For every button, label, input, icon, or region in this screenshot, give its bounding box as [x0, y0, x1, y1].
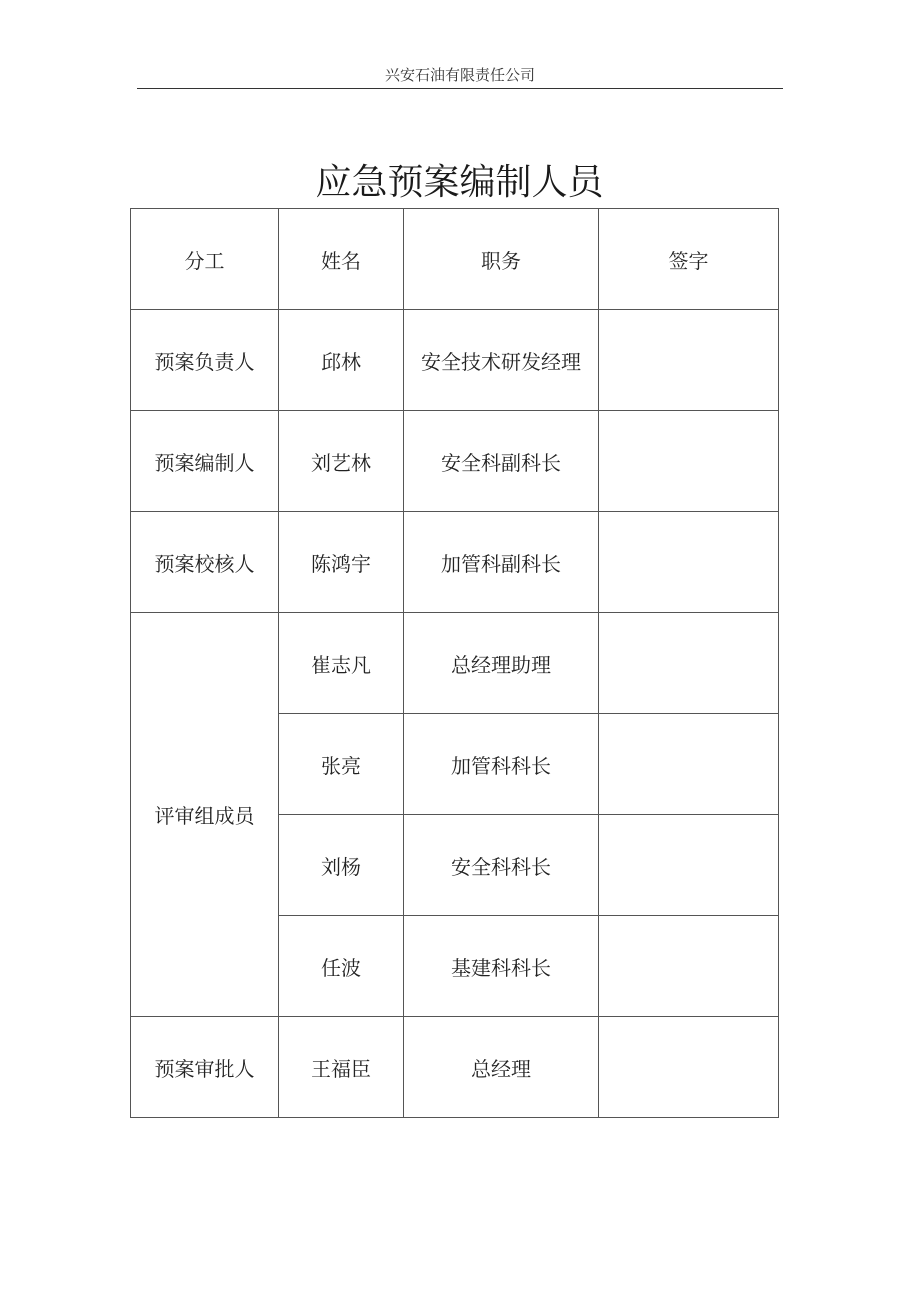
name-cell: 邱林 — [279, 310, 404, 411]
column-header-name: 姓名 — [279, 209, 404, 310]
page-title: 应急预案编制人员 — [315, 162, 604, 203]
name-cell: 崔志凡 — [279, 613, 404, 714]
name-cell: 王福臣 — [279, 1017, 404, 1118]
signature-cell — [599, 1017, 779, 1118]
table-header-row — [131, 209, 779, 310]
position-cell: 安全科科长 — [404, 815, 599, 916]
table-row — [131, 411, 779, 512]
role-cell-review-group: 评审组成员 — [131, 613, 279, 1017]
table-row — [131, 512, 779, 613]
column-header-signature: 签字 — [599, 209, 779, 310]
table-row — [131, 1017, 779, 1118]
position-cell: 加管科科长 — [404, 714, 599, 815]
signature-cell — [599, 714, 779, 815]
signature-cell — [599, 613, 779, 714]
name-cell: 任波 — [279, 916, 404, 1017]
name-cell: 陈鸿宇 — [279, 512, 404, 613]
page-header-company: 兴安石油有限责任公司 — [384, 66, 535, 84]
position-cell: 总经理 — [404, 1017, 599, 1118]
role-cell: 预案编制人 — [131, 411, 279, 512]
table-row — [131, 613, 779, 714]
header-divider — [137, 88, 783, 89]
signature-cell — [599, 815, 779, 916]
name-cell: 刘艺林 — [279, 411, 404, 512]
position-cell: 安全科副科长 — [404, 411, 599, 512]
signature-cell — [599, 411, 779, 512]
column-header-position: 职务 — [404, 209, 599, 310]
name-cell: 张亮 — [279, 714, 404, 815]
position-cell: 基建科科长 — [404, 916, 599, 1017]
role-cell: 预案审批人 — [131, 1017, 279, 1118]
name-cell: 刘杨 — [279, 815, 404, 916]
position-cell: 安全技术研发经理 — [404, 310, 599, 411]
signature-cell — [599, 310, 779, 411]
signature-cell — [599, 916, 779, 1017]
staff-table — [130, 208, 779, 1118]
position-cell: 总经理助理 — [404, 613, 599, 714]
role-cell: 预案校核人 — [131, 512, 279, 613]
column-header-role: 分工 — [131, 209, 279, 310]
signature-cell — [599, 512, 779, 613]
position-cell: 加管科副科长 — [404, 512, 599, 613]
role-cell: 预案负责人 — [131, 310, 279, 411]
table-row — [131, 310, 779, 411]
